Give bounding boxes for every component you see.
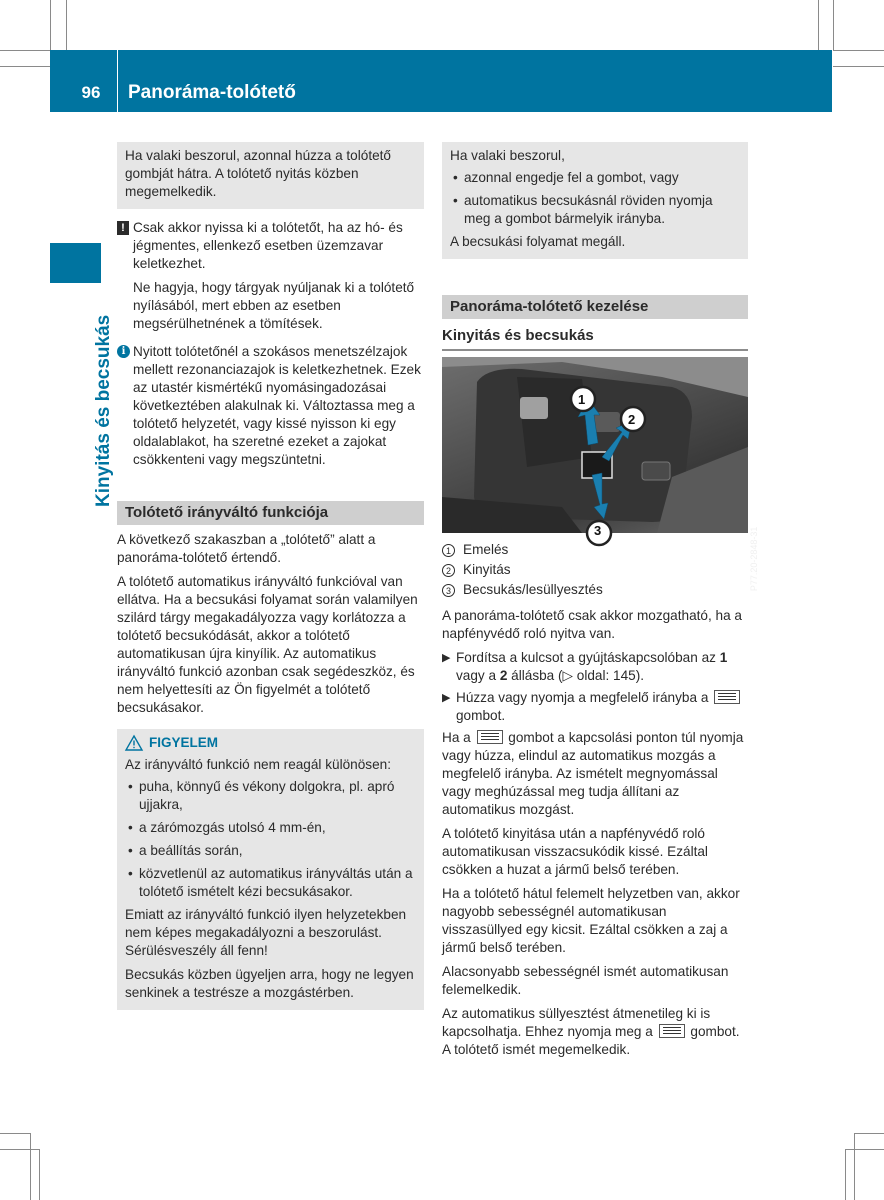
callout-3: 3 <box>594 523 602 538</box>
callout-2: 2 <box>628 412 636 427</box>
text-run: Az automatikus süllyesztést átmenetileg ki is kapcsolhatja. Ehhez nyomja meg a <box>442 1006 711 1039</box>
list-item: • automatikus becsukásnál röviden nyomja meg a gombot bármelyik irányba. <box>450 192 740 228</box>
trap-action-outro: A becsukási folyamat megáll. <box>450 234 626 249</box>
crop-mark <box>50 0 51 50</box>
step-text: Fordítsa a kulcsot a gyújtáskapcsolóban az <box>456 650 720 665</box>
crop-mark <box>0 1149 39 1150</box>
warning-triangle-icon <box>125 735 143 751</box>
list-item: • azonnal engedje fel a gombot, vagy <box>450 169 740 187</box>
text-run: gombot a kapcsolási ponton túl nyomja vagy húzza, elindul az automatikus mozgás a megfelelő irányba. Az ismételt megnyomással vagy meghúzással meg tudja állítani az automatikus mozgást. <box>442 730 744 817</box>
left-column <box>117 142 424 1010</box>
step-text: állásba (▷ oldal: 145). <box>507 668 645 683</box>
trap-action-list <box>450 169 740 228</box>
legend-number: 2 <box>442 564 455 577</box>
figure-legend <box>442 541 748 599</box>
chapter-label: Kinyitás és becsukás <box>93 314 114 507</box>
chapter-tab-marker <box>50 243 101 283</box>
body-paragraph: A panoráma-tolótető csak akkor mozgatható, ha a napfényvédő roló nyitva van. <box>442 608 742 641</box>
warning-intro: Az irányváltó funkció nem reagál különösen: <box>125 757 391 772</box>
key-position: 2 <box>499 668 508 683</box>
right-column <box>442 142 759 1059</box>
body-paragraph <box>442 1005 748 1059</box>
info-note <box>117 343 424 469</box>
body-paragraph <box>442 729 748 819</box>
body-paragraph: A következő szakaszban a „tolótető” alatt a panoráma-tolótető értendő. <box>117 532 376 565</box>
legend-item <box>442 561 748 579</box>
step-text: Húzza vagy nyomja a megfelelő irányba a <box>456 690 713 705</box>
instruction-step <box>442 649 748 685</box>
body-paragraph: A tolótető automatikus irányváltó funkcióval van ellátva. Ha a becsukási folyamat során valamilyen szilárd tárgy megakadályozza vagy korlátozza a tolótető becsukódását, akkor a tolótető automatikusan újra kinyílik. Az automatikus irányváltó funkció azonban csak segédeszköz, és nem helyettesíti az Ön figyelmét a tolótető becsukásakor. <box>117 574 418 715</box>
crop-mark <box>0 50 50 51</box>
crop-mark <box>30 1133 31 1200</box>
crop-mark <box>39 1149 40 1200</box>
body-paragraph: Alacsonyabb sebességnél ismét automatikusan felemelkedik. <box>442 964 729 997</box>
crop-mark <box>833 66 884 67</box>
trap-action-intro: Ha valaki beszorul, <box>450 148 565 163</box>
warning-paragraph: Emiatt az irányváltó funkció ilyen helyzetekben nem képes megakadályozni a beszorulást. Sérülésveszély áll fenn! <box>125 907 407 958</box>
legend-number: 3 <box>442 584 455 597</box>
subsection-heading: Kinyitás és becsukás <box>442 327 748 351</box>
crop-mark <box>854 1133 855 1200</box>
caution-note <box>117 219 424 333</box>
legend-label: Kinyitás <box>463 562 511 577</box>
crop-mark <box>818 0 819 50</box>
callout-1: 1 <box>578 392 586 407</box>
crop-mark <box>0 1133 30 1134</box>
crop-mark <box>854 1133 884 1134</box>
crop-mark <box>833 50 884 51</box>
body-paragraph: Ha a tolótető hátul felemelt helyzetben van, akkor nagyobb sebességnél automatikusan visszasüllyed egy kicsit. Ezáltal csökken a zaj a jármű belső terében. <box>442 886 740 955</box>
crop-mark <box>845 1149 846 1200</box>
trap-action-box <box>442 142 748 259</box>
page-number: 96 <box>81 83 101 102</box>
step-text: gombot. <box>456 708 506 723</box>
roof-switch-icon <box>477 730 503 744</box>
info-icon: i <box>117 345 130 358</box>
section-heading: Tolótető irányváltó funkciója <box>117 501 424 525</box>
step-text: vagy a <box>456 668 500 683</box>
crop-mark <box>0 66 50 67</box>
step-arrow-icon: ▶ <box>442 652 451 664</box>
crop-mark <box>66 0 67 50</box>
header-divider <box>117 50 118 112</box>
legend-item <box>442 581 748 599</box>
legend-label: Emelés <box>463 542 509 557</box>
warning-box <box>117 729 424 1010</box>
list-item: • közvetlenül az automatikus irányváltás után a tolótető ismételt kézi becsukásakor. <box>125 865 416 901</box>
text-run: Ha a <box>442 730 475 745</box>
roof-switch-icon <box>659 1024 685 1038</box>
text-run: gombot. A tolótető ismét megemelkedik. <box>442 1024 740 1057</box>
crop-mark <box>833 0 834 50</box>
trap-hint-text: Ha valaki beszorul, azonnal húzza a tolótető gombját hátra. A tolótető nyitás közben megemelkedik. <box>125 148 391 199</box>
warning-title-text: FIGYELEM <box>149 735 219 750</box>
exclamation-icon: ! <box>117 221 129 235</box>
list-item: • a beállítás során, <box>125 842 416 860</box>
caution-text: Csak akkor nyissa ki a tolótetőt, ha az hó- és jégmentes, ellenkező esetben üzemzavar keletkezhet. <box>133 220 403 271</box>
figure-illustration <box>442 357 748 533</box>
info-text: Nyitott tolótetőnél a szokásos menetszélzajok mellett rezonanciazajok is keletkezhetnek. Ezek az utastér kismértékű nyomásingadozásai következtében alakulnak ki. Változtassa meg a tolótető helyzetét, vagy kissé nyisson ki egy oldalablakot, ha szeretné ezeket a zajokat csökkenteni vagy megszüntetni. <box>133 344 421 467</box>
list-item: • puha, könnyű és vékony dolgokra, pl. apró ujjakra, <box>125 778 416 814</box>
step-arrow-icon: ▶ <box>442 692 451 704</box>
trap-hint-box <box>117 142 424 209</box>
roof-switch-icon <box>714 690 740 704</box>
legend-label: Becsukás/lesüllyesztés <box>463 582 603 597</box>
body-paragraph: A tolótető kinyitása után a napfényvédő roló automatikusan visszacsukódik kissé. Ezáltal csökken a huzat a jármű belső terében. <box>442 826 708 877</box>
key-position: 1 <box>719 650 728 665</box>
warning-paragraph: Becsukás közben ügyeljen arra, hogy ne legyen senkinek a testrésze a mozgástérben. <box>125 967 414 1000</box>
list-item: • a zárómozgás utolsó 4 mm-én, <box>125 819 416 837</box>
section-heading: Panoráma-tolótető kezelése <box>442 295 748 319</box>
legend-number: 1 <box>442 544 455 557</box>
warning-title <box>125 734 416 752</box>
figure-code: P77.20-2848-31 <box>749 527 759 592</box>
crop-mark <box>845 1149 884 1150</box>
caution-text: Ne hagyja, hogy tárgyak nyúljanak ki a tolótető nyílásából, mert ebben az esetben megsérülhetnének a tömítések. <box>133 280 415 331</box>
page-title: Panoráma-tolótető <box>128 82 296 103</box>
warning-list <box>125 778 416 901</box>
instruction-step <box>442 689 748 725</box>
